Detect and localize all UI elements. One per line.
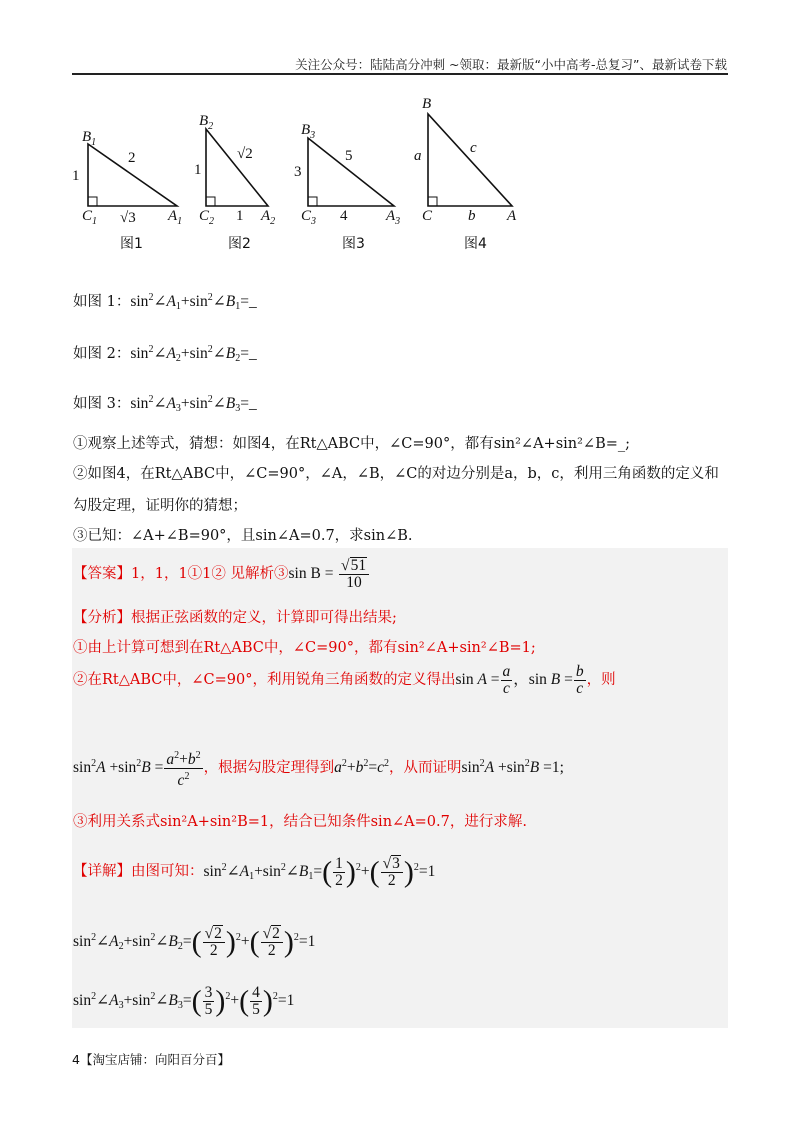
- answer-fraction: $\frac{√51}{10}$: [339, 557, 369, 591]
- fig4-vertex-right: A: [507, 208, 517, 224]
- figure-1: [72, 129, 182, 252]
- fig3-vertex-right: $A_3$: [386, 208, 401, 227]
- figure-4: [414, 96, 517, 252]
- fig2-side-hyp: √2: [237, 146, 253, 162]
- fig4-caption: 图4: [464, 236, 487, 252]
- fig2-vertex-left: $C_2$: [199, 208, 215, 227]
- fig2-caption: 图2: [228, 236, 251, 252]
- triangle-figures: [60, 88, 540, 258]
- fig2-vertex-top: $B_2$: [199, 113, 214, 132]
- fig1-vertex-left: $C_1$: [82, 208, 98, 227]
- answer-line: 【答案】1，1，1①1② 见解析③sin B = $\frac{√51}{10}$: [73, 557, 370, 591]
- fig3-side-bottom: 4: [340, 208, 348, 224]
- analysis-p1: ①由上计算可想到在Rt△ABC中，∠C=90°，都有sin²∠A+sin²∠B=1;: [73, 640, 536, 656]
- question-part-1: ①观察上述等式，猜想：如图4，在Rt△ABC中，∠C=90°，都有sin²∠A+sin²∠B=_;: [73, 436, 631, 452]
- detail-line-3: $\sin^2\angle A_3+\sin^2\angle B_3=$( $\frac{3}{5}$ )$^2$+( $\frac{4}{5}$ )$^2$=1: [73, 984, 295, 1018]
- fig3-vertex-top: $B_3$: [301, 122, 316, 141]
- fig1-side-hyp: 2: [128, 150, 136, 166]
- fig4-side-hyp: c: [470, 140, 477, 156]
- fig1-vertex-right: $A_1$: [168, 208, 183, 227]
- question-2: 如图 2：$\sin^2\angle A_2+\sin^2\angle B_2=\_$: [73, 344, 257, 364]
- detail-line-2: $\sin^2\angle A_2+\sin^2\angle B_2=$( $\frac{√2}{2}$ )$^2$+( $\frac{√2}{2}$ )$^2$=1: [73, 925, 316, 959]
- fig3-caption: 图3: [342, 236, 365, 252]
- analysis-p2b: $\sin^2A +\sin^2B$ = $\frac{a^2+b^2}{c^2}$ ，根据勾股定理得到$a^2+b^2=c^2$，从而证明$\sin^2A +\sin^2B =1$;: [73, 750, 564, 789]
- question-part-2a: ②如图4，在Rt△ABC中，∠C=90°，∠A，∠B，∠C的对边分别是a，b，c，利用三角函数的定义和: [73, 466, 719, 482]
- analysis-intro: 【分析】根据正弦函数的定义，计算即可得出结果;: [73, 610, 397, 626]
- question-1: 如图 1：$\sin^2\angle A_1+\sin^2\angle B_1=\_$: [73, 292, 257, 312]
- page-header: 关注公众号：陆陆高分冲刺 ~领取：最新版“小中高考-总复习”、最新试卷下载: [295, 57, 727, 72]
- fig4-side-vertical: a: [414, 148, 422, 164]
- figure-3: [294, 122, 400, 252]
- question-part-2b: 勾股定理，证明你的猜想；: [73, 498, 247, 514]
- fig4-vertex-top: B: [422, 96, 432, 112]
- fig3-vertex-left: $C_3$: [301, 208, 317, 227]
- fig4-vertex-left: C: [422, 208, 433, 224]
- page-footer: 4【淘宝店铺：向阳百分百】: [72, 1052, 230, 1067]
- fig1-vertex-top: $B_1$: [82, 129, 97, 148]
- fig3-side-vertical: 3: [294, 164, 302, 180]
- fig2-side-vertical: 1: [194, 162, 202, 178]
- detail-line-1: 【详解】由图可知：$\sin^2\angle A_1+\sin^2\angle B_1=$( $\frac{1}{2}$ )$^2$+( $\frac{√3}{2}$ )$^2$=1: [73, 854, 436, 889]
- question-part-3: ③已知：∠A+∠B=90°，且sin∠A=0.7，求sin∠B.: [73, 528, 413, 544]
- analysis-p3: ③利用关系式sin²A+sin²B=1，结合已知条件sin∠A=0.7，进行求解.: [73, 814, 527, 830]
- fig2-vertex-right: $A_2$: [261, 208, 276, 227]
- fig1-side-vertical: 1: [72, 168, 80, 184]
- fig4-side-bottom: b: [468, 208, 476, 224]
- analysis-p2: ②在Rt△ABC中，∠C=90°，利用锐角三角函数的定义得出sin A = $\frac{a}{c}$ ，sin B = $\frac{b}{c}$ ，则: [73, 663, 616, 697]
- fig1-side-bottom: √3: [120, 210, 136, 226]
- fig2-side-bottom: 1: [236, 208, 244, 224]
- question-3: 如图 3：$\sin^2\angle A_3+\sin^2\angle B_3=\_$: [73, 394, 257, 414]
- fig3-side-hyp: 5: [345, 148, 353, 164]
- answer-tag: 【答案】: [73, 566, 131, 582]
- figure-2: [194, 113, 275, 252]
- fig1-caption: 图1: [120, 236, 143, 252]
- header-rule: [72, 73, 728, 75]
